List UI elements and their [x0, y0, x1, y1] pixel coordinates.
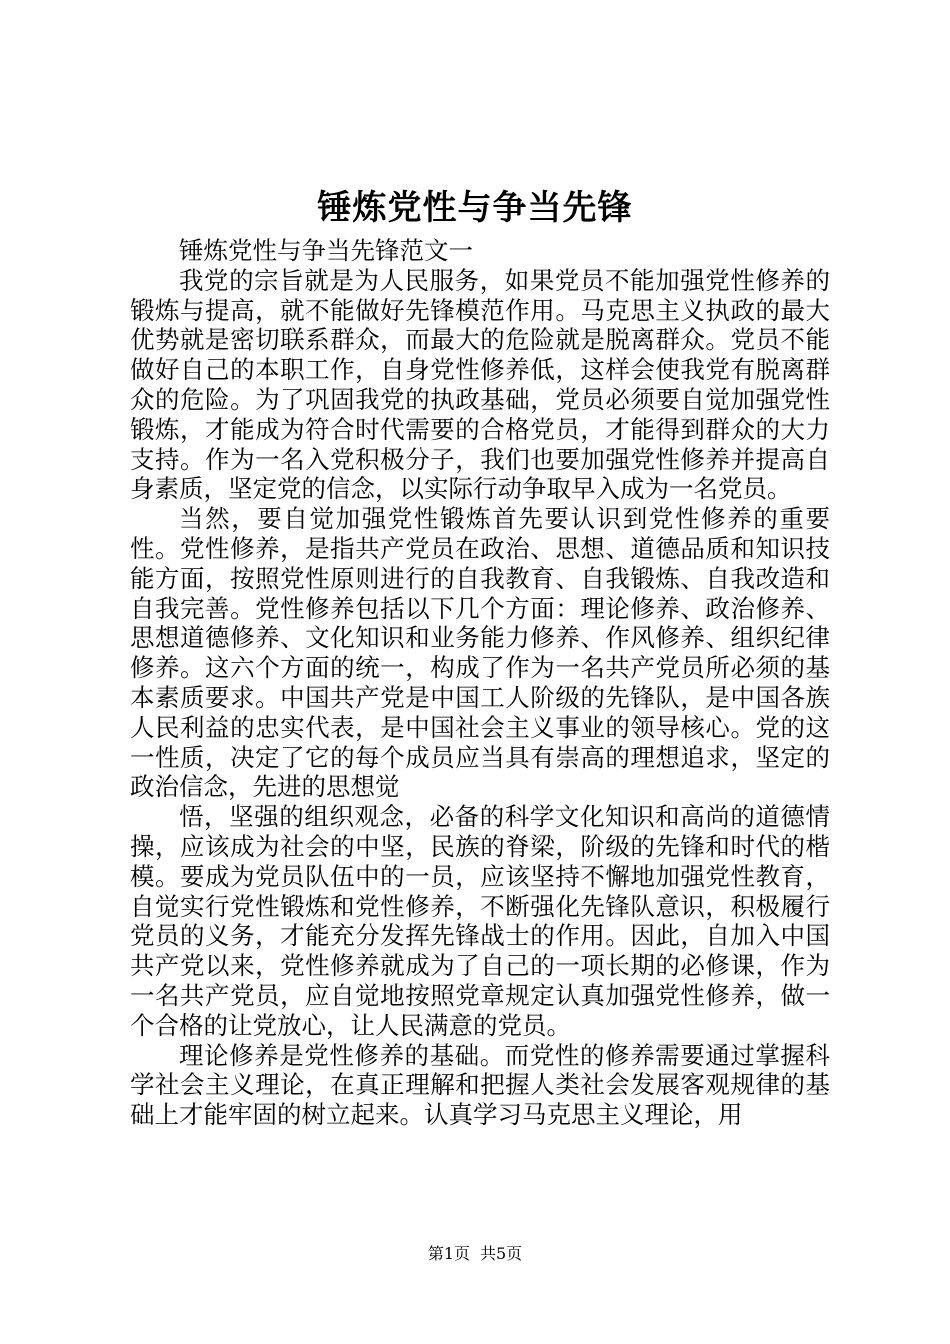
paragraph-subtitle: 锤炼党性与争当先锋范文一	[179, 236, 473, 265]
document-title: 锤炼党性与争当先锋	[317, 188, 633, 228]
paragraph: 悟，坚强的组织观念，必备的科学文化知识和高尚的道德情操，应该成为社会的中坚，民族的脊梁，阶级的先锋和时代的楷模。要成为党员队伍中的一员，应该坚持不懈地加强党性教育，自觉实行党性锻炼和党性修养，不断强化先锋队意识，积极履行党员的义务，才能充分发挥先锋战士的作用。因此，自加入中国共产党以来，党性修养就成为了自己的一项长期的必修课，作为一名共产党员，应自觉地按照党章规定认真加强党性修养，做一个合格的让党放心，让人民满意的党员。	[130, 802, 830, 1040]
paragraph: 我党的宗旨就是为人民服务，如果党员不能加强党性修养的锻炼与提高，就不能做好先锋模范作用。马克思主义执政的最大优势就是密切联系群众，而最大的危险就是脱离群众。党员不能做好自己的本职工作，自身党性修养低，这样会使我党有脱离群众的危险。为了巩固我党的执政基础，党员必须要自觉加强党性锻炼，才能成为符合时代需要的合格党员，才能得到群众的大力支持。作为一名入党积极分子，我们也要加强党性修养并提高自身素质，坚定党的信念，以实际行动争取早入成为一名党员。	[130, 265, 830, 504]
page-total: 共5页	[480, 1244, 523, 1263]
paragraph: 理论修养是党性修养的基础。而党性的修养需要通过掌握科学社会主义理论，在真正理解和把握人类社会发展客观规律的基础上才能牢固的树立起来。认真学习马克思主义理论，用	[130, 1040, 830, 1130]
page-footer	[0, 1244, 950, 1264]
document-body	[130, 236, 830, 1130]
paragraph: 当然，要自觉加强党性锻炼首先要认识到党性修养的重要性。党性修养，是指共产党员在政治、思想、道德品质和知识技能方面，按照党性原则进行的自我教育、自我锻炼、自我改造和自我完善。党性修养包括以下几个方面：理论修养、政治修养、思想道德修养、文化知识和业务能力修养、作风修养、组织纪律修养。这六个方面的统一，构成了作为一名共产党员所必须的基本素质要求。中国共产党是中国工人阶级的先锋队，是中国各族人民利益的忠实代表，是中国社会主义事业的领导核心。党的这一性质，决定了它的每个成员应当具有崇高的理想追求，坚定的政治信念，先进的思想觉	[130, 504, 830, 802]
page-number: 第1页	[427, 1244, 470, 1263]
